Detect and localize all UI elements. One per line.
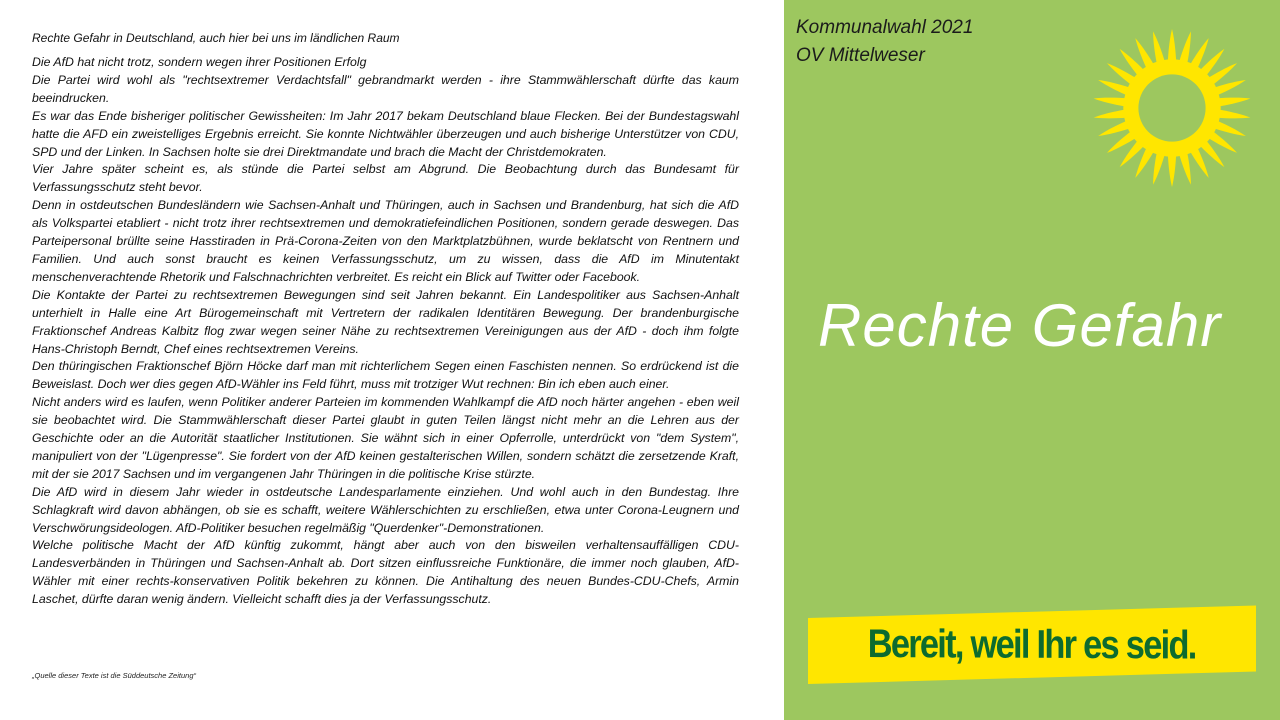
sunflower-icon: [1088, 24, 1256, 192]
article-paragraph: Die Kontakte der Partei zu rechtsextremen Bewegungen sind seit Jahren bekannt. Ein Landespolitiker aus Sachsen-Anhalt unterhielt in Halle eine Art Bürogemeinschaft mit Vertretern der radikalen Identitären Bewegung. Der brandenburgische Fraktionschef Andreas Kalbitz flog zwar wegen seiner Nähe zu rechtsextremen Vereinigungen aus der AfD - doch ihm folgte Hans-Christoph Berndt, Chef eines rechtsextremen Vereins.: [32, 287, 739, 356]
article-paragraph: Nicht anders wird es laufen, wenn Politiker anderer Parteien im kommenden Wahlkampf die AfD noch härter angehen - eben weil sie beobachtet wird. Die Stammwählerschaft dieser Partei glaubt in guten Teilen längst nicht mehr an die Lehren aus der Geschichte oder an die Autorität staatlicher Institutionen. Sie wähnt sich in einer Opferrolle, unterdrückt von "dem System", manipuliert von der "Lügenpresse". Sie fordert von der AfD keinen gestalterischen Willen, sondern schätzt die zersetzende Kraft, mit der sie 2017 Sachsen und im vergangenen Jahr Thüringen in die politische Krise stürzte.: [32, 395, 739, 481]
side-panel: [784, 0, 1280, 720]
article-paragraph: Es war das Ende bisheriger politischer Gewissheiten: Im Jahr 2017 bekam Deutschland blaue Flecken. Bei der Bundestagswahl hatte die AFD ein zweistelliges Ergebnis erreicht. Sie konnte Nichtwähler überzeugen und auch bisherige Unterstützer von CDU, SPD und der Linken. In Sachsen holte sie drei Direktmandate und brach die Macht der Christdemokraten.: [32, 108, 739, 159]
article-paragraph: Den thüringischen Fraktionschef Björn Höcke darf man mit richterlichem Segen einen Faschisten nennen. So erdrückend ist die Beweislast. Doch wer dies gegen AfD-Wähler ins Feld führt, muss mit trotziger Wut rechnen: Bin ich eben auch einer.: [32, 359, 739, 392]
article-paragraph: Denn in ostdeutschen Bundesländern wie Sachsen-Anhalt und Thüringen, auch in Sachsen und Brandenburg, hat sich die AfD als Volkspartei etabliert - nicht trotz ihrer rechtsextremen und demokratiefeindlichen Positionen, sondern gerade deswegen. Das Parteipersonal brüllte seine Hasstiraden in Prä-Corona-Zeiten von den Marktplatzbühnen, wurde beklatscht von Rentnern und Familien. Und auch sonst braucht es keinen Verfassungsschutz, um zu wissen, dass die AfD im Minutentakt menschenverachtende Rhetorik und Falschnachrichten verbreitet. Es reicht ein Blick auf Twitter oder Facebook.: [32, 198, 739, 284]
local-group-name: OV Mittelweser: [796, 45, 925, 66]
article-paragraph: Die AfD wird in diesem Jahr wieder in ostdeutsche Landesparlamente einziehen. Und wohl auch in den Bundestag. Ihre Schlagkraft wird davon abhängen, ob sie es schafft, weitere Wählerschichten zu erschließen, etwa unter Corona-Leugnern und Verschwörungsideologen. AfD-Politiker besuchen regelmäßig "Querdenker"-Demonstrationen.: [32, 484, 739, 535]
source-note: „Quelle dieser Texte ist die Süddeutsche Zeitung“: [32, 671, 196, 680]
slogan-banner: [808, 605, 1256, 684]
article-title: Rechte Gefahr in Deutschland, auch hier bei uns im ländlichen Raum: [32, 31, 400, 45]
article-paragraph: Die AfD hat nicht trotz, sondern wegen ihrer Positionen Erfolg: [32, 55, 367, 69]
slogan-text: Bereit, weil Ihr es seid.: [868, 621, 1196, 667]
event-heading: [796, 14, 973, 70]
article-paragraph: Die Partei wird wohl als "rechtsextremer Verdachtsfall" gebrandmarkt werden - ihre Stammwählerschaft dürfte das kaum beeindrucken.: [32, 72, 739, 105]
event-title: Kommunalwahl 2021: [796, 17, 974, 38]
slide-title: Rechte Gefahr: [818, 292, 1222, 359]
article-body: [32, 54, 739, 609]
article-paragraph: Vier Jahre später scheint es, als stünde die Partei selbst am Abgrund. Die Beobachtung durch das Bundesamt für Verfassungsschutz steht bevor.: [32, 162, 739, 195]
article-paragraph: Welche politische Macht der AfD künftig zukommt, hängt aber auch von den bisweilen verhaltensauffälligen CDU-Landesverbänden in Thüringen und Sachsen-Anhalt ab. Dort sitzen einflussreiche Funktionäre, die immer noch glauben, AfD-Wähler mit einer rechts-konservativen Politik bekehren zu können. Die Antihaltung des neuen Bundes-CDU-Chefs, Armin Laschet, dürfte daran wenig ändern. Vielleicht schafft dies ja der Verfassungsschutz.: [32, 538, 739, 607]
